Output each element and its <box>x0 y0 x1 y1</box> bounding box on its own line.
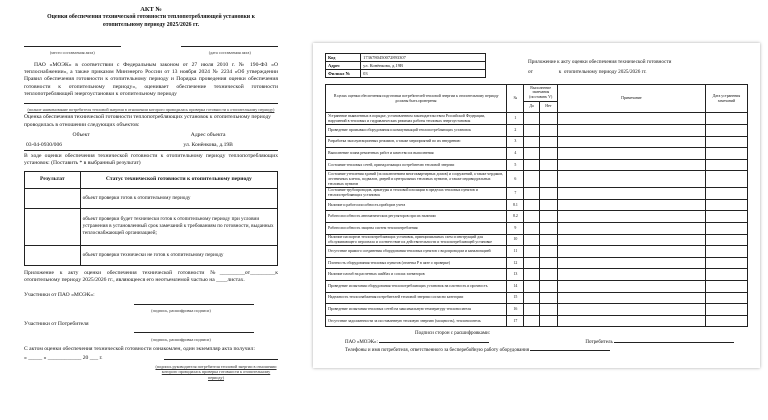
criteria-row <box>326 211 748 223</box>
criteria-yes-cell[interactable] <box>524 124 539 136</box>
criteria-note-cell[interactable] <box>558 136 706 148</box>
criteria-note-cell[interactable] <box>558 315 706 327</box>
status-result-cell[interactable] <box>25 245 81 265</box>
status-row-conditional: объект проверки будет технически готов к отопительному периоду при условии устранения в установленный срок замечаний к требованиям по готовности, выданных теплоснабжающей организацией; <box>80 208 277 245</box>
acquainted-text: С актом оценки обеспечения технической готовности ознакомлен, один экземпляр акта получил: <box>24 346 255 353</box>
criteria-date-cell[interactable] <box>705 171 747 188</box>
criteria-no-cell[interactable] <box>539 281 557 293</box>
status-header-result: Результат <box>25 171 81 188</box>
criteria-yes-cell[interactable] <box>524 281 539 293</box>
criteria-number: 11 <box>507 246 524 258</box>
criteria-no-cell[interactable] <box>539 187 557 199</box>
criteria-no-cell[interactable] <box>539 159 557 171</box>
criteria-yes-cell[interactable] <box>524 315 539 327</box>
criteria-note-cell[interactable] <box>558 148 706 160</box>
objects-table <box>24 131 278 151</box>
place-caption: (место составления акта) <box>49 50 95 56</box>
criteria-text: Состояние тепловых сетей, принадлежащих потребителю тепловой энергии <box>326 159 507 171</box>
consumer-participants-label: Участники от Потребителя <box>24 320 89 327</box>
criteria-note-cell[interactable] <box>558 211 706 223</box>
criteria-no-cell[interactable] <box>539 304 557 316</box>
criteria-text: Отсутствие прямого соединения оборудования тепловых пунктов с водопроводом и канализацией <box>326 246 507 258</box>
criteria-text: Работоспособность защиты систем теплопотребления <box>326 222 507 234</box>
criteria-no-cell[interactable] <box>539 222 557 234</box>
criteria-row <box>326 304 748 316</box>
consumer-caption: (полное наименование потребителя тепловой энергии в отношении которого проводилась проверка готовности к отопительному периоду) <box>27 106 275 112</box>
result-intro: В ходе оценки обеспечения технической готовности к отопительному периоду теплопотребляющих установок: (Поставить * в выбранный результат) <box>24 152 278 167</box>
criteria-no-cell[interactable] <box>539 292 557 304</box>
criteria-text: Наличие пломб на расчетных шайбах и соплах элеваторов <box>326 269 507 281</box>
criteria-text: Отсутствие задолженности за поставленную тепловую энергию (мощность), теплоноситель <box>326 315 507 327</box>
info-label-code: Код <box>326 54 361 62</box>
criteria-row <box>326 171 748 188</box>
criteria-no-cell[interactable] <box>539 234 557 246</box>
criteria-yes-cell[interactable] <box>524 199 539 211</box>
criteria-row <box>326 222 748 234</box>
criteria-yes-cell[interactable] <box>524 269 539 281</box>
criteria-note-cell[interactable] <box>558 269 706 281</box>
criteria-no-cell[interactable] <box>539 148 557 160</box>
criteria-text: Плотность оборудования тепловых пунктов (отметка Р в акте о проверке) <box>326 257 507 269</box>
consumer-sign-caption: (подпись, расшифровка подписи) <box>151 336 211 342</box>
done-header: Выполнение замечания (поставить V) <box>524 85 558 102</box>
criteria-date-cell[interactable] <box>705 315 747 327</box>
date-caption: (дата составления акта) <box>208 50 251 56</box>
criteria-row <box>326 281 748 293</box>
criteria-note-cell[interactable] <box>558 246 706 258</box>
criteria-date-cell[interactable] <box>705 292 747 304</box>
criteria-date-cell[interactable] <box>705 199 747 211</box>
info-label-address: Адрес <box>326 62 361 70</box>
phones-label: Телефоны и имя потребителя, ответственного за бесперебойную работу оборудования <box>345 347 530 353</box>
criteria-note-cell[interactable] <box>558 222 706 234</box>
criteria-no-cell[interactable] <box>539 171 557 188</box>
criteria-number: 9 <box>507 222 524 234</box>
elim-date-header: Дата устранения замечаний <box>705 85 747 113</box>
criteria-number: 7 <box>507 187 524 199</box>
criteria-row <box>326 269 748 281</box>
criteria-number: 8.1 <box>507 199 524 211</box>
criteria-number: 10 <box>507 234 524 246</box>
criteria-row <box>326 234 748 246</box>
criteria-text: Состояние утепления зданий (за исключением многоквартирных домов) и сооружений, а также чердаков, лестничных клеток, подвалов, дверей и центральных тепловых пунктов, а также индивидуальных тепловых пунктов <box>326 171 507 188</box>
criteria-yes-cell[interactable] <box>524 211 539 223</box>
assessment-text: Оценка обеспечения технической готовности теплопотребляющих установок к отопительному периоду проводилась в отношении следующих объектов: <box>24 114 271 128</box>
criteria-date-cell[interactable] <box>705 159 747 171</box>
criteria-note-cell[interactable] <box>558 234 706 246</box>
criteria-no-cell[interactable] <box>539 136 557 148</box>
criteria-no-cell[interactable] <box>539 113 557 125</box>
num-header: № <box>507 85 524 113</box>
criteria-no-cell[interactable] <box>539 315 557 327</box>
criteria-note-cell[interactable] <box>558 187 706 199</box>
criteria-note-cell[interactable] <box>558 257 706 269</box>
criteria-yes-cell[interactable] <box>524 304 539 316</box>
criteria-date-cell[interactable] <box>705 222 747 234</box>
info-value-address: ул. Конёнкова, д.19В <box>361 62 486 70</box>
status-table <box>24 171 278 266</box>
criteria-header: В целях оценки обеспечения подготовки потребителей тепловой энергии к отопительному периоду должны быть проверены: <box>326 85 507 113</box>
sign-consumer-label: Потребитель <box>585 339 613 345</box>
criteria-no-cell[interactable] <box>539 211 557 223</box>
moek-sign-caption: (подпись, расшифровка подписи) <box>151 308 211 314</box>
criteria-note-cell[interactable] <box>558 281 706 293</box>
criteria-text: Проведение испытания оборудования теплопотребляющих установок на плотность и прочность <box>326 281 507 293</box>
criteria-row <box>326 199 748 211</box>
criteria-yes-cell[interactable] <box>524 292 539 304</box>
criteria-yes-cell[interactable] <box>524 222 539 234</box>
object-address: ул. Конёнкова, д.19В <box>138 141 278 151</box>
criteria-row <box>326 246 748 258</box>
info-value-branch: 03 <box>361 70 486 78</box>
criteria-yes-cell[interactable] <box>524 257 539 269</box>
act-title: АКТ № <box>140 6 162 13</box>
final-caption: (подпись руководителя потребителя тепловой энергии в отношении которого проводилась проверка готовности к отопительному периоду) <box>155 363 277 380</box>
criteria-yes-cell[interactable] <box>524 246 539 258</box>
info-label-branch: Филиал № <box>326 70 361 78</box>
criteria-note-cell[interactable] <box>558 124 706 136</box>
criteria-text: Наличие паспортов теплопотребляющих установок, принципиальных схем и инструкций для обслуживающего персонала и соответствие их действительности и теплопотребляющей установке <box>326 234 507 246</box>
appendix-heading-date: от к отопительному периоду 2025/2026 гг. <box>528 68 647 75</box>
criteria-yes-cell[interactable] <box>524 234 539 246</box>
criteria-yes-cell[interactable] <box>524 159 539 171</box>
criteria-text: Наличие и работоспособность приборов учета <box>326 199 507 211</box>
criteria-table <box>325 84 748 327</box>
criteria-date-cell[interactable] <box>705 304 747 316</box>
criteria-row <box>326 136 748 148</box>
sign-moek-label: ПАО «МОЭК»: <box>345 339 378 345</box>
criteria-yes-cell[interactable] <box>524 136 539 148</box>
criteria-row <box>326 113 748 125</box>
criteria-date-cell[interactable] <box>705 234 747 246</box>
criteria-note-cell[interactable] <box>558 113 706 125</box>
criteria-text: Проведение испытания тепловых сетей на максимальную температуру теплоносителя <box>326 304 507 316</box>
criteria-number: 16 <box>507 304 524 316</box>
criteria-yes-cell[interactable] <box>524 148 539 160</box>
object-info-table <box>325 53 486 78</box>
criteria-note-cell[interactable] <box>558 171 706 188</box>
criteria-row <box>326 292 748 304</box>
criteria-note-cell[interactable] <box>558 199 706 211</box>
criteria-yes-cell[interactable] <box>524 113 539 125</box>
criteria-note-cell[interactable] <box>558 159 706 171</box>
object-code: 03-04-0930/006 <box>24 141 138 151</box>
moek-participants-label: Участники от ПАО «МОЭК»: <box>24 292 95 299</box>
info-value-code: 1736780450072893307 <box>361 54 486 62</box>
criteria-date-cell[interactable] <box>705 124 747 136</box>
criteria-no-cell[interactable] <box>539 124 557 136</box>
right-document-page <box>313 43 760 368</box>
criteria-row <box>326 159 748 171</box>
criteria-number: 6 <box>507 171 524 188</box>
criteria-row <box>326 148 748 160</box>
criteria-number: 15 <box>507 292 524 304</box>
criteria-date-cell[interactable] <box>705 211 747 223</box>
criteria-date-cell[interactable] <box>705 187 747 199</box>
act-subtitle: Оценки обеспечения технической готовности теплопотребляющей установки к отопительному периоду 2025/2026 гг. <box>47 14 255 29</box>
criteria-text: Устранение выявленных в порядке, установленном законодательством Российской Федерации, нарушений в тепловых и гидравлических режимах работы тепловых энергоустановок <box>326 113 507 125</box>
criteria-text: Состояние трубопроводов, арматуры и тепловой изоляции в пределах тепловых пунктов и теплопотребляющих установок <box>326 187 507 199</box>
criteria-number: 14 <box>507 281 524 293</box>
criteria-date-cell[interactable] <box>705 281 747 293</box>
criteria-no-cell[interactable] <box>539 269 557 281</box>
status-row-ready: объект проверки готов к отопительному периоду <box>80 188 277 208</box>
criteria-number: 3 <box>507 136 524 148</box>
criteria-text: Работоспособность автоматических регуляторов при их наличии <box>326 211 507 223</box>
criteria-number: 2 <box>507 124 524 136</box>
criteria-yes-cell[interactable] <box>524 171 539 188</box>
appendix-text: Приложение к акту оценки обеспечения технической готовности №_________от_________к отопительному периоду 2025/2026 гг., являющееся его неотъемлемой частью на ____листах. <box>24 269 278 284</box>
criteria-row <box>326 124 748 136</box>
objects-header-address: Адрес объекта <box>190 132 226 139</box>
criteria-row <box>326 315 748 327</box>
criteria-row <box>326 187 748 199</box>
status-header-status: Статус технической готовности к отопительному периоду <box>80 171 277 188</box>
criteria-text: Надежность теплоснабжения потребителей тепловой энергии согласно категории <box>326 292 507 304</box>
criteria-no-cell[interactable] <box>539 246 557 258</box>
criteria-number: 5 <box>507 159 524 171</box>
criteria-number: 4 <box>507 148 524 160</box>
yes-header: Да <box>524 101 539 113</box>
criteria-row <box>326 257 748 269</box>
intro-paragraph: ПАО «МОЭК» в соответствии с Федеральным законом от 27 июля 2010 г. № 190-ФЗ «О теплоснабжении», а также приказом Минэнерго России от 13 ноября 2024 № 2234 «Об утверждении Правил обеспечения готовности к отопительному периоду и Порядка проведения оценки обеспечения готовности к отопительному периоду», оценивает обеспечение технической готовности теплопотребляющей энергоустановки к отопительному периоду <box>24 61 278 98</box>
criteria-number: 12 <box>507 257 524 269</box>
signatures-title: Подписи сторон с расшифровками: <box>415 331 491 337</box>
status-result-cell[interactable] <box>25 188 81 208</box>
criteria-date-cell[interactable] <box>705 136 747 148</box>
page-gap <box>296 0 313 420</box>
note-header: Примечание <box>558 85 706 113</box>
criteria-date-cell[interactable] <box>705 269 747 281</box>
criteria-number: 8.2 <box>507 211 524 223</box>
criteria-date-cell[interactable] <box>705 113 747 125</box>
appendix-heading: Приложение к акту оценки обеспечения технической готовности <box>528 59 672 65</box>
criteria-number: 1 <box>507 113 524 125</box>
criteria-text: Выполнение плана ремонтных работ и качество их выполнения <box>326 148 507 160</box>
status-result-cell[interactable] <box>25 208 81 245</box>
criteria-date-cell[interactable] <box>705 148 747 160</box>
criteria-no-cell[interactable] <box>539 257 557 269</box>
criteria-number: 13 <box>507 269 524 281</box>
criteria-yes-cell[interactable] <box>524 187 539 199</box>
criteria-date-cell[interactable] <box>705 246 747 258</box>
date-line: « _____ » ____________ 20 ___ г. <box>24 355 103 362</box>
criteria-text: Проведение промывки оборудования и коммуникаций теплопотребляющих установок <box>326 124 507 136</box>
criteria-number: 17 <box>507 315 524 327</box>
criteria-note-cell[interactable] <box>558 292 706 304</box>
criteria-date-cell[interactable] <box>705 257 747 269</box>
criteria-no-cell[interactable] <box>539 199 557 211</box>
criteria-text: Разработка эксплуатационных режимов, а также мероприятий по их внедрению <box>326 136 507 148</box>
no-header: Нет <box>539 101 557 113</box>
criteria-note-cell[interactable] <box>558 304 706 316</box>
objects-header-object: Объект <box>72 132 90 139</box>
status-row-not-ready: объект проверки технически не готов к отопительному периоду <box>80 245 277 265</box>
left-document-page <box>0 0 296 420</box>
